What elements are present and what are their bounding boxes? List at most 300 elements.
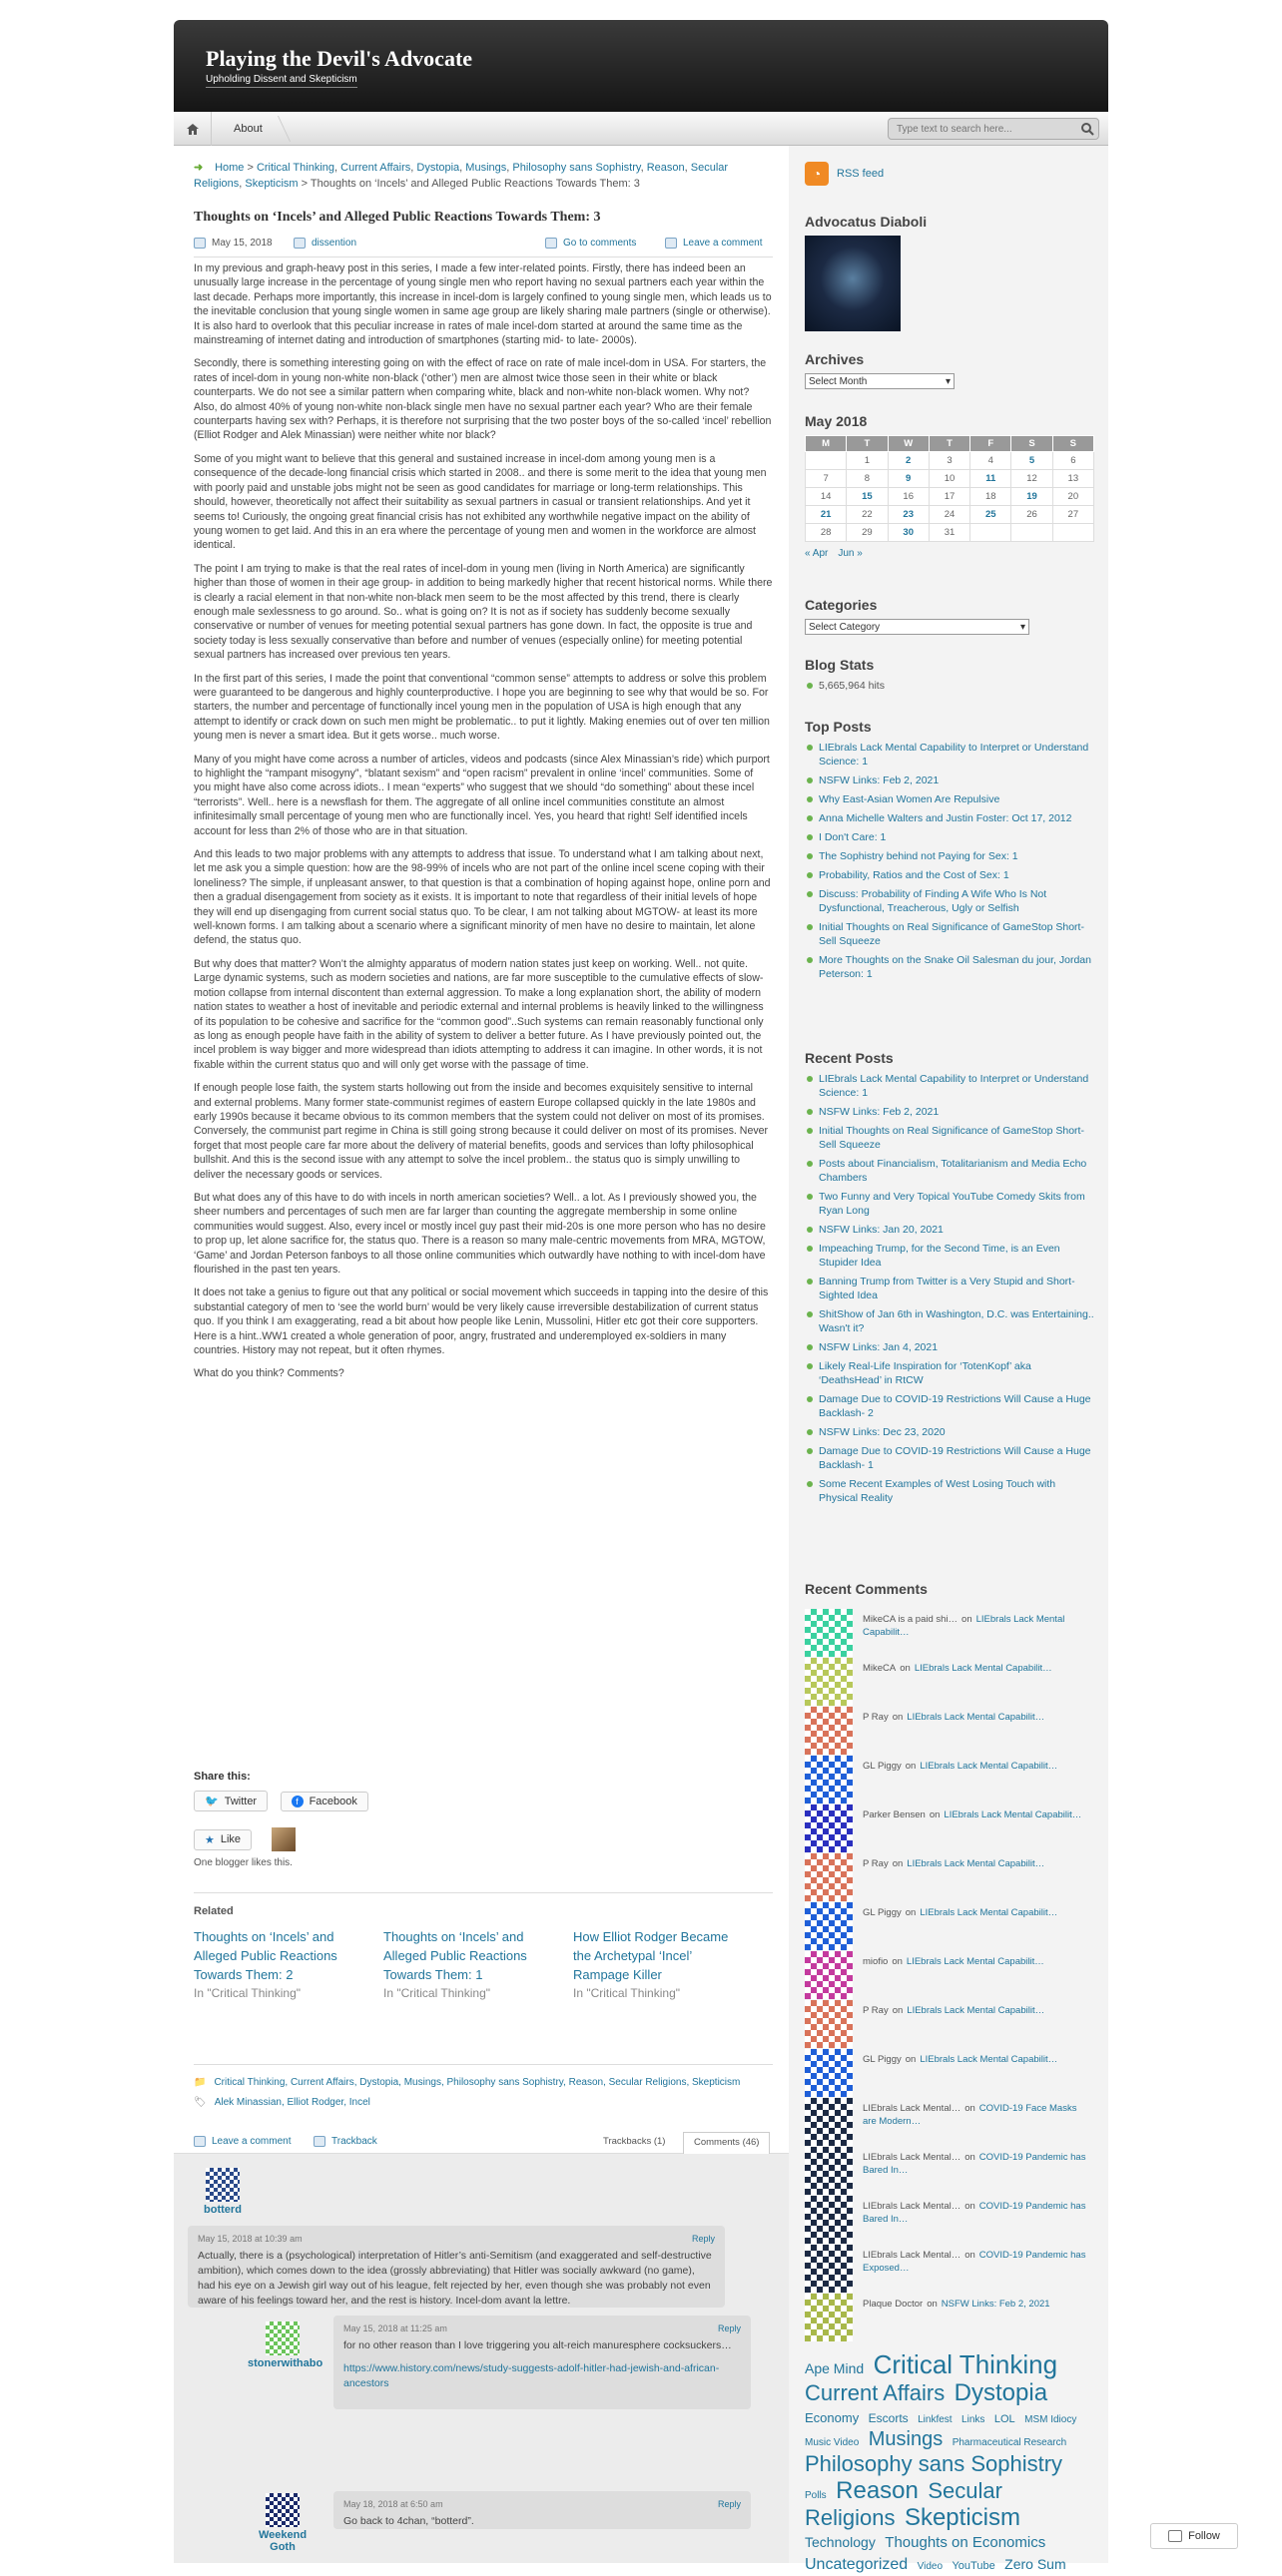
tag-cloud-link[interactable]: Zero Sum: [1004, 2556, 1066, 2572]
recent-comment-post-link[interactable]: LIEbrals Lack Mental Capabilit…: [907, 1858, 1045, 1869]
avatar[interactable]: [805, 1853, 853, 1901]
follow-icon: [1168, 2530, 1182, 2542]
tag-cloud-link[interactable]: Uncategorized: [805, 2556, 909, 2573]
tag-cloud-link[interactable]: Critical Thinking: [873, 2349, 1058, 2379]
calendar-day: 3: [929, 452, 969, 470]
comment-link[interactable]: https://www.history.com/news/study-suggests-adolf-hitler-had-jewish-and-african-ancestors: [343, 2362, 720, 2389]
top-posts-heading: Top Posts: [805, 719, 872, 735]
recent-comment: [805, 1707, 1094, 1753]
tag-icon: 🏷: [194, 2097, 207, 2108]
recent-post-link[interactable]: NSFW Links: Jan 20, 2021: [805, 1223, 1094, 1237]
calendar-day-header: T: [847, 436, 888, 452]
recent-comment-post-link[interactable]: COVID-19 Pandemic has Bared In…: [863, 2152, 1086, 2176]
comment-body: [188, 2226, 725, 2308]
folder-icon: 📁: [194, 2077, 207, 2088]
tag-cloud-link[interactable]: Reason: [836, 2477, 919, 2504]
recent-comment-text: [863, 1711, 1092, 1724]
archives-heading: Archives: [805, 351, 865, 367]
recent-post-link[interactable]: NSFW Links: Feb 2, 2021: [805, 1105, 1094, 1119]
recent-comment-text: [863, 1857, 1092, 1870]
recent-post-link[interactable]: NSFW Links: Jan 4, 2021: [805, 1340, 1094, 1354]
recent-comment-post-link[interactable]: COVID-19 Pandemic has Exposed…: [863, 2250, 1086, 2274]
calendar-day: 1: [847, 452, 888, 470]
calendar-widget: [805, 413, 1094, 559]
calendar-heading: May 2018: [805, 413, 868, 429]
recent-comment-author[interactable]: LIEbrals Lack Mental…: [863, 2250, 962, 2261]
post-paragraph: The point I am trying to make is that the real rates of incel-dom in young men (living in North America) are significantly higher than those of women in their age group- in addition to being markedly higher that recent historical norms. While there is clearly a racial element in that non-white non-black men seem to be the most affected by this trend, there is clearly enough male sexlessness to go around. So.. what is going on? It is not as if society has suddenly become sexually conservative or number of venues for meeting potential sexual partners has gone down. In fact, the opposite is true and society today is less sexually conservative than before and number of venues (especially online) for meeting potential sexual partners has increased over previous ten years.: [194, 562, 773, 662]
recent-comment-text: [863, 1906, 1092, 1919]
post-title: Thoughts on ‘Incels’ and Alleged Public Reactions Towards Them: 3: [194, 210, 601, 225]
top-post-link[interactable]: More Thoughts on the Snake Oil Salesman du jour, Jordan Peterson: 1: [805, 953, 1094, 981]
recent-comment-text: [863, 2151, 1092, 2177]
comment-author[interactable]: botterd: [204, 2204, 242, 2216]
recent-comment-text: [863, 2200, 1092, 2226]
avatar[interactable]: [805, 2000, 853, 2048]
calendar-day: 16: [888, 488, 929, 506]
recent-comment-on: on: [900, 1663, 911, 1674]
top-post-link[interactable]: Anna Michelle Walters and Justin Foster: Oct 17, 2012: [805, 811, 1094, 825]
post-paragraph: If enough people lose faith, the system starts hollowing out from the inside and becomes exquisitely sensitive to internal and external problems. Many former state-communist regimes of eastern Europe collapsed quickly in the late 1980s and early 1990s because it became obvious to its common members that the system could not deliver on most of its promises. Conversely, the communist part regime in China is still going strong because it could deliver on most of its promises. Never forget that most people care far more about the delivery of material benefits, goods and services than lofty philosophical bullshit. And this is the second issue with any attempt to solve the incel problem.. the status quo is simply unwilling to deliver the necessary goods or services.: [194, 1082, 769, 1181]
calendar-prev-link[interactable]: « Apr: [805, 548, 829, 559]
recent-comment: [805, 2098, 1094, 2144]
calendar-day: 31: [929, 524, 969, 542]
breadcrumb-link[interactable]: Dystopia: [416, 162, 460, 174]
breadcrumb-link[interactable]: Current Affairs: [340, 162, 411, 174]
calendar-day: 18: [970, 488, 1011, 506]
calendar-day-header: S: [1011, 436, 1052, 452]
post-categories[interactable]: Critical Thinking, Current Affairs, Dystopia, Musings, Philosophy sans Sophistry, Reason, Secular Religions, Skepticism: [214, 2077, 741, 2088]
avatar[interactable]: [805, 2098, 853, 2146]
calendar-day: 14: [806, 488, 847, 506]
tag-cloud-link[interactable]: Dystopia: [954, 2379, 1048, 2406]
related-post-link[interactable]: Thoughts on ‘Incels’ and Alleged Public Reactions Towards Them: 1: [383, 1929, 527, 1982]
site-tagline: Upholding Dissent and Skepticism: [206, 74, 357, 88]
stats-hits: 5,665,964 hits: [805, 679, 1094, 693]
avatar[interactable]: [805, 1902, 853, 1950]
recent-post-link[interactable]: Two Funny and Very Topical YouTube Comedy Skits from Ryan Long: [805, 1190, 1094, 1218]
recent-comment-post-link[interactable]: LIEbrals Lack Mental Capabilit…: [914, 1663, 1052, 1674]
tag-cloud-link[interactable]: Polls: [805, 2490, 827, 2501]
recent-comment-author[interactable]: P Ray: [863, 1858, 889, 1869]
avatar[interactable]: [805, 1951, 853, 1999]
comment-add-icon: [665, 238, 677, 249]
categories-dropdown[interactable]: [805, 619, 1029, 635]
comment-author[interactable]: stonerwithabo: [248, 2357, 323, 2369]
comment-text: Actually, there is a (psychological) interpretation of Hitler’s anti-Semitism (and exaggerated and self-destructive ambition), which comes down to the idea (grossly abbreviating) that Hitler was socially awkward (no game), had his eye on a Jewish girl way out of his league, felt rejected by her, even though she was probably not even aware of his feelings toward her, and the rest is history. Incel-dom avant la lettre.: [198, 2250, 712, 2307]
breadcrumb-link[interactable]: Musings: [465, 162, 507, 174]
recent-post-link[interactable]: Likely Real-Life Inspiration for ‘TotenKopf’ aka ‘DeathsHead’ in RtCW: [805, 1359, 1094, 1387]
rss-widget: [805, 162, 1094, 186]
twitter-share-button[interactable]: [194, 1791, 268, 1811]
calendar-icon: [194, 238, 206, 249]
like-button[interactable]: [194, 1829, 252, 1850]
follow-button[interactable]: [1150, 2523, 1238, 2549]
recent-comment-author[interactable]: GL Piggy: [863, 1761, 902, 1772]
calendar-next-link[interactable]: Jun »: [838, 548, 863, 559]
calendar-day: 13: [1052, 470, 1093, 488]
related-heading: Related: [194, 1892, 773, 1917]
post-paragraph: In the first part of this series, I made the point that conventional “common sense” attempts to address or solve this problem were guaranteed to be dangerous and highly counterproductive. I hope you are beginning to see why that would be so. For starters, the number and percentage of functionally incel young men in the population of USA is high enough that any attempt to identify or crack down on such men might be problematic.. to put it lightly. Making enemies out of over ten million young men is never a smart idea. But it gets worse.. much worse.: [194, 672, 770, 743]
reply-button[interactable]: Reply: [717, 2323, 741, 2333]
post-date: May 15, 2018: [212, 238, 273, 249]
recent-comment-author[interactable]: Parker Bensen: [863, 1809, 926, 1820]
avatar[interactable]: [805, 1756, 853, 1803]
home-nav-button[interactable]: [174, 112, 212, 146]
recent-post-link[interactable]: Banning Trump from Twitter is a Very Stupid and Short-Sighted Idea: [805, 1275, 1094, 1302]
recent-comment-text: [863, 2249, 1092, 2275]
breadcrumb-arrow-icon: ➜: [194, 162, 204, 174]
comment-date: May 15, 2018 at 11:25 am: [343, 2323, 447, 2333]
rss-icon: ◔: [805, 162, 829, 186]
trackback-icon: [314, 2136, 325, 2147]
recent-comment-author[interactable]: Plaque Doctor: [863, 2299, 924, 2310]
recent-comments-heading-wrap: [805, 1581, 1094, 1603]
tag-cloud-link[interactable]: Music Video: [805, 2437, 860, 2448]
categories-selected: Select Category: [809, 621, 881, 633]
home-icon: [187, 124, 199, 135]
recent-post-link[interactable]: Damage Due to COVID-19 Restrictions Will Cause a Huge Backlash- 2: [805, 1392, 1094, 1420]
calendar-day-link[interactable]: 2: [888, 452, 929, 470]
breadcrumb-link[interactable]: Home: [215, 162, 245, 174]
comment-date: May 18, 2018 at 6:50 am: [343, 2499, 443, 2509]
categories-heading: Categories: [805, 597, 878, 613]
rss-feed-link[interactable]: RSS feed: [837, 168, 885, 180]
tag-cloud-link[interactable]: MSM Idiocy: [1024, 2414, 1077, 2425]
top-post-link[interactable]: Initial Thoughts on Real Significance of GameStop Short-Sell Squeeze: [805, 920, 1094, 948]
sidebar: [789, 146, 1108, 2573]
breadcrumb-link[interactable]: Skepticism: [245, 178, 299, 190]
recent-comment-author[interactable]: LIEbrals Lack Mental…: [863, 2201, 962, 2212]
trackback-link[interactable]: Trackback: [331, 2136, 377, 2147]
related-post-category: In "Critical Thinking": [573, 1986, 681, 2000]
facebook-share-label: Facebook: [309, 1796, 357, 1807]
recent-comment: [805, 2147, 1094, 2193]
recent-post-link[interactable]: ShitShow of Jan 6th in Washington, D.C. was Entertaining.. Wasn't it?: [805, 1307, 1094, 1335]
post-paragraph: Secondly, there is something interesting going on with the effect of race on rate of male incel-dom in USA. For starters, the rates of incel-dom in young non-white non-black (‘other’) men are almost twice those seen in their white or black counterparts. We do not see a similar pattern when comparing white, black and non-white non-black women. Why not? Also, do almost 40% of young non-white non-black single men have no sexual partner each year? Who are their female counterparts having sex with? Perhaps, it is therefore not surprising that the two poster boys of the so-called ‘incel’ rebellion (Elliot Rodger and Alek Minassian) were neither white nor black?: [194, 357, 772, 442]
recent-comment-post-link[interactable]: COVID-19 Face Masks are Modern…: [863, 2103, 1077, 2127]
recent-comment-on: on: [964, 2250, 975, 2261]
related-post-category: In "Critical Thinking": [383, 1986, 491, 2000]
advocatus-widget: [805, 214, 1094, 331]
top-post-link[interactable]: Discuss: Probability of Finding A Wife Who Is Not Dysfunctional, Treacherous, Ugly or Selfish: [805, 887, 1094, 915]
nav-item-about[interactable]: About: [212, 112, 285, 146]
avatar[interactable]: [805, 2294, 853, 2341]
facebook-share-button[interactable]: [281, 1792, 368, 1811]
calendar-day: 12: [1011, 470, 1052, 488]
related-post: [383, 1927, 553, 2003]
comments-icon: [545, 238, 557, 249]
tag-cloud-link[interactable]: Current Affairs: [805, 2380, 946, 2405]
main-column: [174, 146, 789, 2563]
liker-avatar[interactable]: [272, 1827, 296, 1851]
recent-comment-on: on: [892, 2005, 904, 2016]
post-paragraph: But what does any of this have to do with incels in north american societies? Well.. a lot. As I previously showed you, the sheer numbers and percentages of such men are far larger than counting the aggregate membership in some online communities would suggest. Also, every incel or mostly incel guy past their mid-20s is one more person who has no desire to prop up, let alone sacrifice for, the status quo. There is a reason so many male-centric movements from MRA, MGTOW, ‘Game’ and Jordan Peterson fanboys to all those online communities which outwardly have nothing to with incel-dom have flourished in the past ten years.: [194, 1191, 766, 1276]
calendar-day-link[interactable]: 25: [970, 506, 1011, 524]
breadcrumb-current: Thoughts on ‘Incels’ and Alleged Public Reactions Towards Them: 3: [310, 178, 640, 190]
recent-posts-widget: [805, 1050, 1094, 1510]
tag-cloud-link[interactable]: Ape Mind: [805, 2360, 865, 2376]
post-tags[interactable]: Alek Minassian, Elliot Rodger, Incel: [214, 2097, 370, 2108]
recent-comment-on: on: [964, 2201, 975, 2212]
search-icon[interactable]: [1080, 122, 1094, 136]
calendar-day-header: T: [929, 436, 969, 452]
avatar[interactable]: [805, 2196, 853, 2244]
recent-comment: [805, 2294, 1094, 2339]
leave-comment-link[interactable]: Leave a comment: [683, 238, 763, 249]
recent-comment-post-link[interactable]: LIEbrals Lack Mental Capabilit…: [920, 2054, 1058, 2065]
search-input[interactable]: [889, 120, 1068, 140]
recent-comment-on: on: [892, 1858, 904, 1869]
recent-comment-on: on: [905, 1761, 917, 1772]
follow-label: Follow: [1188, 2530, 1220, 2542]
recent-post-link[interactable]: Some Recent Examples of West Losing Touch with Physical Reality: [805, 1477, 1094, 1505]
post-content: [194, 261, 773, 1390]
archives-dropdown[interactable]: [805, 373, 955, 389]
author-icon: [294, 238, 306, 249]
calendar-day: 6: [1052, 452, 1093, 470]
post-author-link[interactable]: dissention: [312, 238, 357, 249]
post-paragraph: What do you think? Comments?: [194, 1367, 344, 1380]
top-post-link[interactable]: The Sophistry behind not Paying for Sex: 1: [805, 849, 1094, 863]
related-post: [573, 1927, 743, 2003]
goto-comments-link[interactable]: Go to comments: [563, 238, 637, 249]
avatar[interactable]: [266, 2321, 300, 2355]
avatar[interactable]: [206, 2168, 240, 2202]
recent-comment: [805, 2049, 1094, 2095]
avatar[interactable]: [805, 2245, 853, 2293]
recent-comment-post-link[interactable]: COVID-19 Pandemic has Bared In…: [863, 2201, 1086, 2225]
profile-image[interactable]: [805, 236, 901, 331]
tag-cloud-link[interactable]: Economy: [805, 2410, 860, 2425]
recent-comment-post-link[interactable]: LIEbrals Lack Mental Capabilit…: [944, 1809, 1082, 1820]
related-post-link[interactable]: Thoughts on ‘Incels’ and Alleged Public Reactions Towards Them: 2: [194, 1929, 337, 1982]
recent-comment-on: on: [892, 1712, 904, 1723]
search-box: [888, 118, 1099, 140]
recent-comment-author[interactable]: miofio: [863, 1956, 889, 1967]
star-icon: ★: [205, 1833, 215, 1846]
calendar-day-link[interactable]: 15: [847, 488, 888, 506]
post-taxonomy: [194, 2064, 773, 2111]
recent-comment-author[interactable]: P Ray: [863, 1712, 889, 1723]
comment-text: Go back to 4chan, “botterd”.: [343, 2515, 474, 2527]
site-header: [174, 20, 1108, 112]
post-paragraph: It does not take a genius to figure out that any political or social movement which succeeds in tapping into the desire of this substantial category of men to ‘see the world burn’ would be very likely cause irreversible destabilization of current status quo. If you think I am exaggerating, read a bit about how people like Lenin, Mussolini, Hitler etc got their core supporters. Here is a hint..WW1 created a whole generation of poor, angry, frustrated and underemployed ex-soldiers in many countries. History may not repeat, but it often rhymes.: [194, 1287, 769, 1357]
calendar-day-header: F: [970, 436, 1011, 452]
avatar[interactable]: [805, 1609, 853, 1657]
stats-heading: Blog Stats: [805, 657, 875, 673]
calendar-day-link[interactable]: 21: [806, 506, 847, 524]
recent-comment-text: [863, 2053, 1092, 2066]
calendar-day: 10: [929, 470, 969, 488]
breadcrumb-link[interactable]: Reason: [646, 162, 685, 174]
footer-leave-comment-link[interactable]: Leave a comment: [212, 2136, 292, 2147]
tab-trackbacks[interactable]: Trackbacks (1): [603, 2136, 666, 2147]
comment-text: for no other reason than I love triggering you alt-reich manuresphere cocksuckers…: [343, 2339, 732, 2351]
recent-comment-on: on: [905, 2054, 917, 2065]
tag-cloud-link[interactable]: LOL: [993, 2413, 1015, 2425]
breadcrumb-link[interactable]: Philosophy sans Sophistry: [512, 162, 641, 174]
calendar-day-link[interactable]: 9: [888, 470, 929, 488]
calendar-day: [1052, 524, 1093, 542]
calendar-day: [970, 524, 1011, 542]
calendar-day-link[interactable]: 23: [888, 506, 929, 524]
top-post-link[interactable]: LIEbrals Lack Mental Capability to Interpret or Understand Science: 1: [805, 741, 1094, 769]
recent-comment-author[interactable]: GL Piggy: [863, 2054, 902, 2065]
tag-cloud-link[interactable]: Secular Religions: [805, 2478, 1002, 2530]
recent-comment-author[interactable]: LIEbrals Lack Mental…: [863, 2103, 962, 2114]
calendar-day-link[interactable]: 19: [1011, 488, 1052, 506]
recent-post-link[interactable]: LIEbrals Lack Mental Capability to Interpret or Understand Science: 1: [805, 1072, 1094, 1100]
recent-comments-heading: Recent Comments: [805, 1581, 928, 1597]
tag-cloud-link[interactable]: YouTube: [952, 2560, 995, 2572]
recent-posts-heading: Recent Posts: [805, 1050, 894, 1066]
top-post-link[interactable]: Probability, Ratios and the Cost of Sex: 1: [805, 868, 1094, 882]
calendar-day: 4: [970, 452, 1011, 470]
comment-author[interactable]: Weekend Goth: [258, 2529, 308, 2553]
breadcrumb: ➜ Home > Critical Thinking, Current Affairs, Dystopia, Musings, Philosophy sans Sophistry, Reason, Secular Religions, Skepticism > Thoughts on ‘Incels’ and Alleged Public Reactions Towards Them: 3: [194, 162, 729, 190]
comment-body: [333, 2316, 751, 2409]
recent-post-link[interactable]: Impeaching Trump, for the Second Time, is an Even Stupider Idea: [805, 1242, 1094, 1270]
likes-text: One blogger likes this.: [194, 1857, 293, 1868]
tab-comments[interactable]: Comments (46): [683, 2132, 770, 2154]
recent-comment-post-link[interactable]: LIEbrals Lack Mental Capabilit…: [907, 2005, 1045, 2016]
recent-comment: [805, 2000, 1094, 2046]
recent-comment-post-link[interactable]: LIEbrals Lack Mental Capabilit…: [920, 1907, 1058, 1918]
recent-post-link[interactable]: NSFW Links: Dec 23, 2020: [805, 1425, 1094, 1439]
calendar-day-header: W: [888, 436, 929, 452]
top-post-link[interactable]: NSFW Links: Feb 2, 2021: [805, 773, 1094, 787]
recent-post-link[interactable]: Initial Thoughts on Real Significance of GameStop Short-Sell Squeeze: [805, 1124, 1094, 1152]
calendar-day: 7: [806, 470, 847, 488]
tag-cloud-link[interactable]: Links: [962, 2414, 985, 2425]
calendar-day: 24: [929, 506, 969, 524]
chevron-down-icon: ▾: [1019, 621, 1025, 633]
calendar-day-link[interactable]: 30: [888, 524, 929, 542]
calendar-day: 17: [929, 488, 969, 506]
recent-comment-author[interactable]: MikeCA is a paid shi…: [863, 1614, 959, 1625]
recent-comment-author[interactable]: LIEbrals Lack Mental…: [863, 2152, 962, 2163]
recent-comment: [805, 1756, 1094, 1802]
recent-comment-post-link[interactable]: LIEbrals Lack Mental Capabilit…: [920, 1761, 1058, 1772]
post-paragraph: In my previous and graph-heavy post in this series, I made a few inter-related points. Firstly, there has indeed been an unusually large increase in the percentage of young single men who report having no sexual partners each year within the last decade. Perhaps more importantly, this increase in incel-dom is largely confined to young single men, which leads us to the inevitable conclusion that young single women in same age group are likely sharing male partners (single or otherwise). It is also hard to overlook that this peculiar increase in rates of male incel-dom started at around the same time as the mainstreaming of internet dating and introduction of smartphones (starting mid- to late- 2000s).: [194, 262, 772, 347]
recent-comment-text: [863, 1808, 1092, 1821]
avatar[interactable]: [805, 2147, 853, 2195]
recent-comment-on: on: [929, 1809, 941, 1820]
breadcrumb-link[interactable]: Critical Thinking: [256, 162, 335, 174]
avatar[interactable]: [805, 2049, 853, 2097]
recent-comment: [805, 1902, 1094, 1948]
related-post: [194, 1927, 363, 2003]
calendar-day: 22: [847, 506, 888, 524]
tag-cloud-link[interactable]: Video: [917, 2561, 944, 2572]
top-post-link[interactable]: Why East-Asian Women Are Repulsive: [805, 792, 1094, 806]
facebook-icon: f: [292, 1796, 304, 1807]
recent-post-link[interactable]: Damage Due to COVID-19 Restrictions Will Cause a Huge Backlash- 1: [805, 1444, 1094, 1472]
tag-cloud-link[interactable]: Technology: [805, 2534, 876, 2550]
recent-comment-author[interactable]: P Ray: [863, 2005, 889, 2016]
recent-comment-author[interactable]: MikeCA: [863, 1663, 897, 1674]
recent-comment-on: on: [962, 1614, 972, 1625]
post-paragraph: Some of you might want to believe that this general and sustained increase in incel-dom among young men is a consequence of the decade-long financial crisis which started in 2008.. and there is some merit to the idea that young men with poorly paid and unstable jobs might not be seen as good candidates for marriage or long-term relationships. This should, however, theoretically not affect their suitability as sexual partners in casual or transient relationships. And yet it seems to! Curiously, the ongoing great financial crisis has not exhibited any worthwhile negative impact on the ability of young women to get laid. And this in an era where the percentage of young men and women in the workforce are almost identical.: [194, 452, 767, 552]
recent-comment: [805, 2196, 1094, 2242]
tag-cloud-link[interactable]: Thoughts on Economics: [885, 2534, 1046, 2551]
tag-cloud-link[interactable]: Escorts: [868, 2411, 909, 2425]
recent-comment-post-link[interactable]: LIEbrals Lack Mental Capabilit…: [863, 1614, 1065, 1638]
recent-comment: [805, 1853, 1094, 1899]
related-post-link[interactable]: How Elliot Rodger Became the Archetypal ‘Incel’ Rampage Killer: [573, 1929, 729, 1982]
recent-comment-text: [863, 2102, 1092, 2128]
avatar[interactable]: [805, 1658, 853, 1706]
comments-list: [174, 2154, 789, 2563]
archives-selected: Select Month: [809, 375, 868, 387]
avatar[interactable]: [266, 2493, 300, 2527]
twitter-icon: 🐦: [205, 1796, 219, 1807]
tag-cloud-link[interactable]: Philosophy sans Sophistry: [805, 2451, 1063, 2476]
calendar-day: 8: [847, 470, 888, 488]
recent-comment: [805, 1951, 1094, 1997]
recent-post-link[interactable]: Posts about Financialism, Totalitarianism and Media Echo Chambers: [805, 1157, 1094, 1185]
calendar-day: 27: [1052, 506, 1093, 524]
avatar[interactable]: [805, 1707, 853, 1755]
share-section: [194, 1771, 773, 2003]
recent-comment: [805, 2245, 1094, 2291]
recent-comment-post-link[interactable]: LIEbrals Lack Mental Capabilit…: [907, 1712, 1045, 1723]
recent-comment-text: [863, 2298, 1092, 2311]
recent-comment-author[interactable]: GL Piggy: [863, 1907, 902, 1918]
reply-button[interactable]: Reply: [691, 2234, 715, 2244]
post-paragraph: And this leads to two major problems with any attempts to address that issue. To understand what I am talking about next, let me ask you a simple question: how are the 98-99% of incels who are not part of the online incel scene coping with their loneliness? The simple, if unpleasant answer, to that question is that a combination of hoping against hope, online porn and then a gradual disengagement from society as it exists. It is important to note that regardless of their initial levels of hope they will end up disengaging from current social status quo. To be clear, I am not talking about MGTOW- at least its more well-known forms. I am talking about a scenario where a significant minority of men have no desire to maintain, let alone defend, the status quo.: [194, 848, 771, 947]
top-post-link[interactable]: I Don't Care: 1: [805, 830, 1094, 844]
tag-cloud-link[interactable]: Musings: [868, 2428, 944, 2450]
recent-comment: [805, 1609, 1094, 1655]
twitter-share-label: Twitter: [224, 1795, 258, 1807]
calendar-day: 28: [806, 524, 847, 542]
tag-cloud-link[interactable]: Skepticism: [904, 2504, 1020, 2531]
calendar-day-header: M: [806, 436, 847, 452]
recent-comment-post-link[interactable]: NSFW Links: Feb 2, 2021: [941, 2299, 1050, 2310]
recent-comment-text: [863, 1760, 1092, 1773]
tag-cloud: [805, 2351, 1096, 2576]
related-posts: [194, 1927, 773, 2003]
recent-comment-on: on: [964, 2152, 975, 2163]
breadcrumb-link[interactable]: Secular Religions: [194, 162, 729, 190]
site-title[interactable]: Playing the Devil's Advocate: [206, 46, 473, 71]
calendar-day-link[interactable]: 5: [1011, 452, 1052, 470]
recent-comment-post-link[interactable]: LIEbrals Lack Mental Capabilit…: [906, 1956, 1044, 1967]
post-meta: [194, 236, 773, 258]
archives-widget: [805, 351, 1094, 389]
chevron-down-icon: ▾: [945, 375, 951, 387]
recent-comment: [805, 1804, 1094, 1850]
recent-comment-on: on: [964, 2103, 975, 2114]
calendar-table: [805, 435, 1094, 542]
calendar-day: [1011, 524, 1052, 542]
advocatus-heading: Advocatus Diaboli: [805, 214, 928, 230]
tag-cloud-link[interactable]: Pharmaceutical Research: [952, 2437, 1067, 2448]
reply-button[interactable]: Reply: [717, 2499, 741, 2509]
calendar-day: 26: [1011, 506, 1052, 524]
tag-cloud-link[interactable]: Linkfest: [918, 2414, 953, 2425]
comments-tabs: [174, 2132, 789, 2154]
recent-comment-text: [863, 1662, 1092, 1675]
comment-body: [333, 2491, 751, 2529]
avatar[interactable]: [805, 1804, 853, 1852]
calendar-day-link[interactable]: 11: [970, 470, 1011, 488]
comment-date: May 15, 2018 at 10:39 am: [198, 2234, 303, 2244]
comment-add-icon: [194, 2136, 206, 2147]
recent-comment-text: [863, 1955, 1092, 1968]
like-label: Like: [220, 1833, 242, 1845]
